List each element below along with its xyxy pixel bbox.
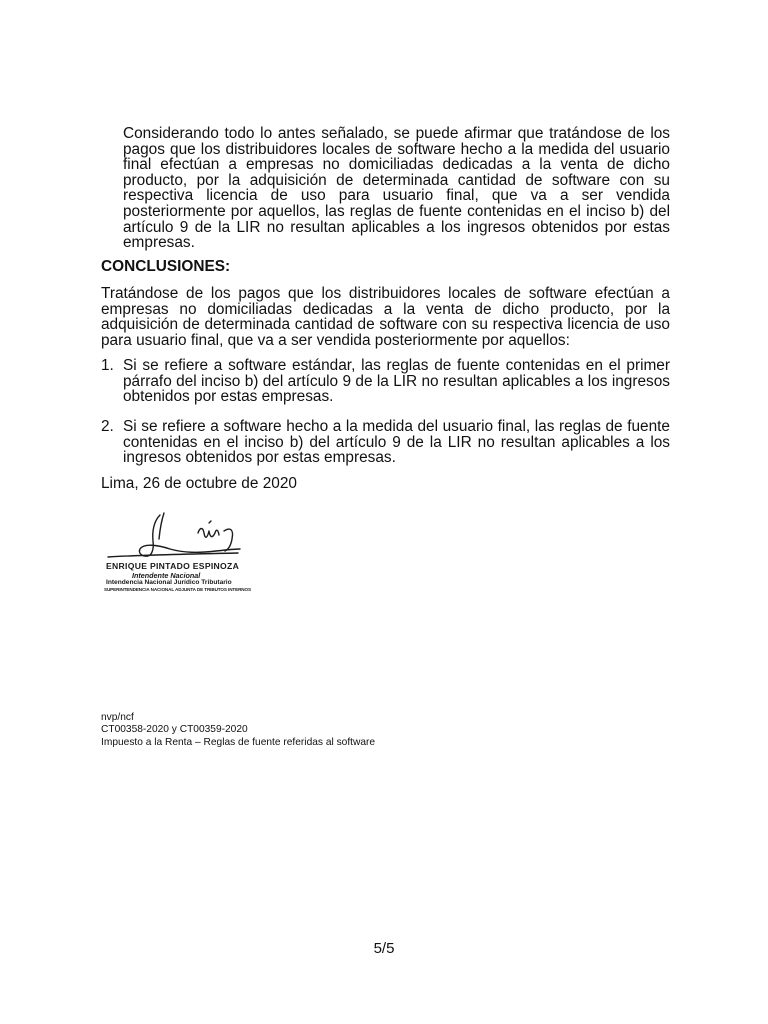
conclusion-text: Si se refiere a software hecho a la medida del usuario final, las reglas de fuente contenidas en el inciso b) del artículo 9 de la LIR no resultan aplicables a los ingresos obtenidos por estas empresas. bbox=[123, 418, 670, 467]
place-date: Lima, 26 de octubre de 2020 bbox=[101, 475, 297, 492]
conclusion-item-2 bbox=[101, 419, 670, 466]
subject-line: Impuesto a la Renta – Reglas de fuente referidas al software bbox=[101, 736, 376, 748]
continuation-paragraph: Considerando todo lo antes señalado, se puede afirmar que tratándose de los pagos que los distribuidores locales de software hecho a la medida del usuario final efectúan a empresas no domiciliadas dedicadas a la venta de dicho producto, por la adquisición de determinada cantidad de software con su respectiva licencia de uso para usuario final, que va a ser vendida posteriormente por aquellos, las reglas de fuente contenidas en el inciso b) del artículo 9 de la LIR no resultan aplicables a los ingresos obtenidos por estas empresas. bbox=[123, 125, 670, 252]
conclusion-number: 1. bbox=[101, 357, 114, 374]
page-number: 5/5 bbox=[373, 940, 395, 957]
signature-block bbox=[98, 509, 258, 593]
conclusion-item-1 bbox=[101, 358, 670, 405]
signer-name: ENRIQUE PINTADO ESPINOZA bbox=[106, 561, 240, 571]
signer-unit: Intendencia Nacional Jurídico Tributario bbox=[106, 579, 232, 586]
conclusion-number: 2. bbox=[101, 418, 114, 435]
signer-agency: SUPERINTENDENCIA NACIONAL ADJUNTA DE TRIBUTOS INTERNOS bbox=[104, 587, 251, 592]
initials: nvp/ncf bbox=[101, 712, 134, 723]
signer-role: Intendente Nacional bbox=[132, 571, 201, 580]
conclusions-intro-paragraph: Tratándose de los pagos que los distribuidores locales de software efectúan a empresas no domiciliadas dedicadas a la venta de dicho producto, por la adquisición de determinada cantidad de software con su respectiva licencia de uso para usuario final, que va a ser vendida posteriormente por aquellos: bbox=[101, 285, 670, 349]
conclusions-heading: CONCLUSIONES: bbox=[101, 258, 231, 275]
conclusion-text: Si se refiere a software estándar, las reglas de fuente contenidas en el primer párrafo del inciso b) del artículo 9 de la LIR no resultan aplicables a los ingresos obtenidos por estas empresas. bbox=[123, 357, 670, 406]
footer-references bbox=[101, 712, 375, 749]
case-numbers: CT00358-2020 y CT00359-2020 bbox=[101, 724, 248, 736]
